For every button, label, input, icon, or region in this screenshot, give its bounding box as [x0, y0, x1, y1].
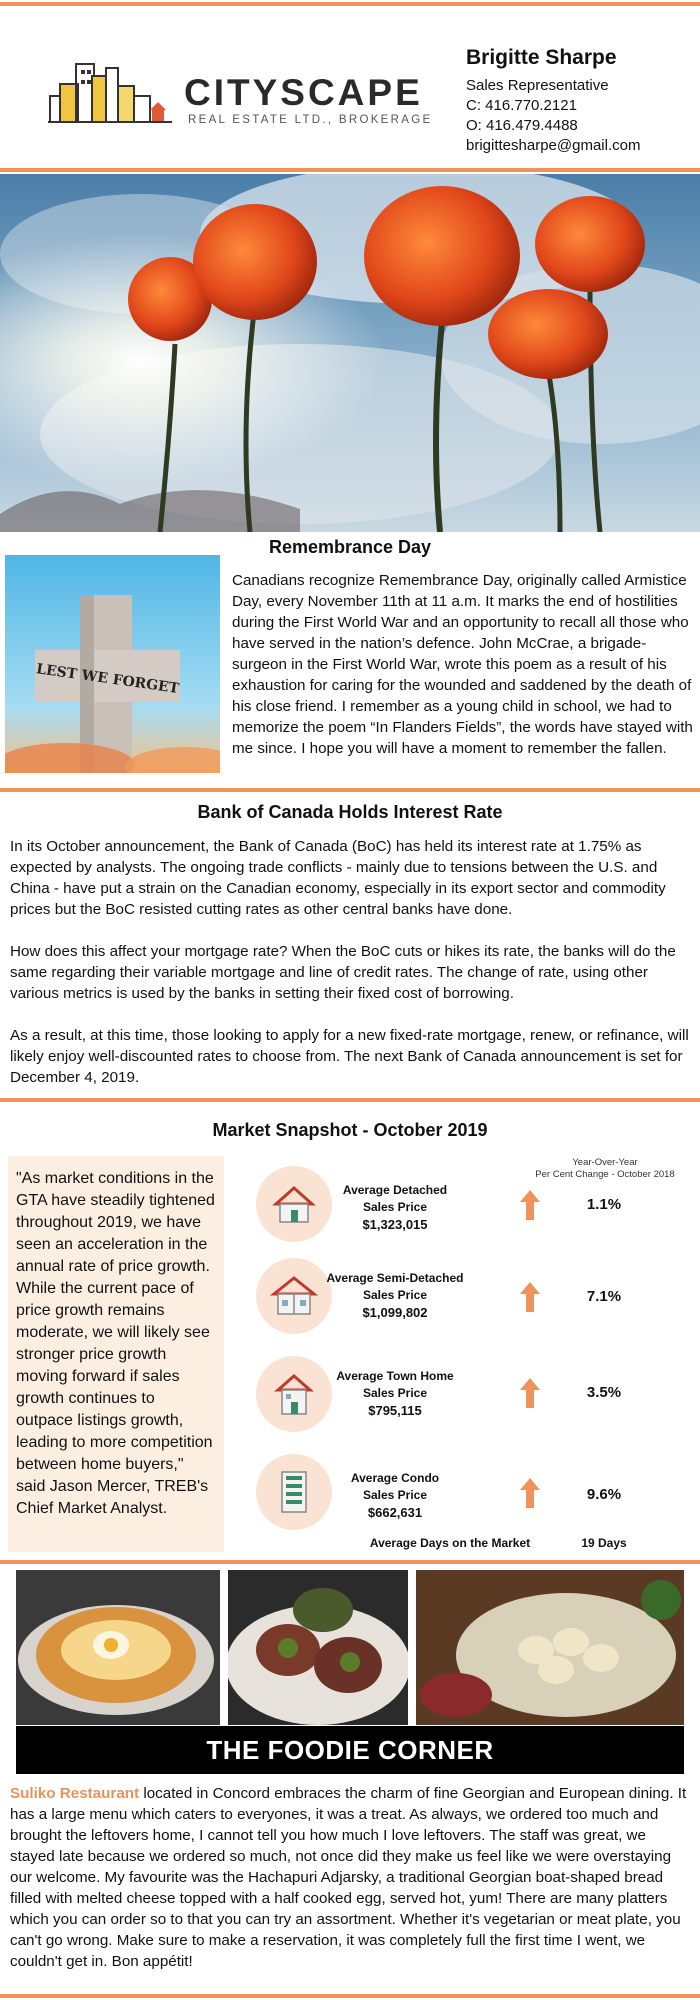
yoy-header: [520, 1157, 690, 1181]
agent-email[interactable]: brigittesharpe@gmail.com: [466, 137, 641, 154]
cityscape-logo: [48, 52, 433, 132]
boc-paragraph: In its October announcement, the Bank of Canada (BoC) has held its interest rate at 1.75% as expected by analysts. The ongoing trade conflicts - mainly due to tensions between the U.S. and China - have put a strain on the Canadian economy, especially in its export sector and commodity prices but the BoC resisted cutting rates as other central banks have done.: [10, 838, 666, 918]
bottom-rule: [0, 1994, 700, 1998]
remembrance-body: Canadians recognize Remembrance Day, originally called Armistice Day, every November 11th at 11 a.m. It marks the end of hostilities during the First World War and an opportunity to recall all those who have served in the nation’s defence. John McCrae, a brigade-surgeon in the First World War, wrote this poem as a result of his exhaustion for caring for the wounded and saddened by the death of his close friend. I remember as a young child in school, we had to memorize the poem “In Flanders Fields”, the words have stayed with me since. I hope you will have a moment to remember the fallen.: [232, 572, 693, 757]
foodie-corner-title: THE FOODIE CORNER: [16, 1726, 684, 1774]
yoy-header-line-1: Year-Over-Year: [572, 1157, 638, 1168]
yoy-header-line-2: Per Cent Change - October 2018: [535, 1169, 675, 1180]
market-title: Market Snapshot - October 2019: [212, 1120, 488, 1140]
boc-divider: [0, 1098, 700, 1102]
metric-label: Sales Price: [362, 1288, 428, 1302]
detached-metric: [310, 1182, 480, 1233]
metric-label: Average Semi-Detached: [326, 1271, 464, 1285]
market-quote: "As market conditions in the GTA have steadily tightened throughout 2019, we have seen an acceleration in the annual rate of price growth. While the current pace of price growth remains moderate, we will likely see stronger price growth moving forward if sales growth continues to outpace listings growth, leading to more competition between home buyers," said Jason Mercer, TREB's Chief Market Analyst.: [8, 1156, 224, 1552]
up-arrow-icon: [520, 1282, 540, 1312]
restaurant-name[interactable]: Suliko Restaurant: [10, 1785, 140, 1802]
agent-name: Brigitte Sharpe: [466, 46, 617, 69]
metric-price: $1,323,015: [362, 1217, 428, 1232]
dumplings-photo: [416, 1570, 684, 1725]
metric-label: Sales Price: [362, 1200, 428, 1214]
metric-label: Average Detached: [342, 1183, 448, 1197]
top-rule: [0, 2, 700, 6]
up-arrow-icon: [520, 1190, 540, 1220]
days-on-market-label: Average Days on the Market: [369, 1536, 531, 1550]
cross-inscription: LEST WE FORGET: [35, 661, 180, 697]
header-divider: [0, 168, 700, 172]
foodie-body: [10, 1783, 694, 1972]
town-home-metric: [310, 1368, 480, 1419]
agent-office[interactable]: O: 416.479.4488: [466, 117, 578, 134]
metric-label: Sales Price: [362, 1488, 428, 1502]
remembrance-divider: [0, 788, 700, 792]
metric-price: $795,115: [368, 1403, 422, 1418]
stuffed-peppers-photo: [228, 1570, 408, 1725]
semi-detached-metric: [310, 1270, 480, 1321]
up-arrow-icon: [520, 1478, 540, 1508]
boc-paragraph: How does this affect your mortgage rate? When the BoC cuts or hikes its rate, the banks will do the same regarding their variable mortgage and line of credit rates. The change of rate, using other various metrics is used by the banks in setting their fixed cost of borrowing.: [10, 943, 676, 1002]
metric-price: $1,099,802: [362, 1305, 428, 1320]
metric-label: Sales Price: [362, 1386, 428, 1400]
logo-tagline: REAL ESTATE LTD., BROKERAGE: [188, 114, 433, 126]
detached-change: 1.1%: [586, 1196, 622, 1213]
remembrance-title: Remembrance Day: [268, 537, 432, 557]
foodie-text: located in Concord embraces the charm of fine Georgian and European dining. It has a large menu which caters to everyones, it was a treat. As always, we ordered too much and brought the leftovers home, I cannot tell you how much I love leftovers. The staff was great, we stayed late because we ordered so much, not once did they make us feel like we were overstaying our welcome. My favourite was the Hachapuri Adjarsky, a traditional Georgian boat-shaped bread filled with melted cheese topped with a half cooked egg, served hot, yum! There are many platters which you can order so to that you can try an assortment. Whether it's vegetarian or meat plate, you can't go wrong. Make sure to make a reservation, it was completely full the first time I went, we couldn't get in. Bon appétit!: [10, 1785, 687, 1970]
metric-label: Average Town Home: [336, 1369, 454, 1383]
boc-paragraph: As a result, at this time, those looking to apply for a new fixed-rate mortgage, renew, or refinance, will likely enjoy well-discounted rates to choose from. The next Bank of Canada announcement is set for December 4, 2019.: [10, 1027, 689, 1086]
condo-metric: [310, 1470, 480, 1521]
town-home-change: 3.5%: [586, 1384, 622, 1401]
boc-title: Bank of Canada Holds Interest Rate: [197, 802, 503, 822]
up-arrow-icon: [520, 1378, 540, 1408]
metric-label: Average Condo: [350, 1471, 440, 1485]
metric-price: $662,631: [367, 1505, 423, 1520]
days-on-market-value: 19 Days: [581, 1536, 627, 1550]
lest-we-forget-image: [5, 555, 220, 773]
poppies-hero-image: [0, 174, 700, 532]
agent-contact: [466, 46, 696, 156]
logo-name: CITYSCAPE: [184, 72, 423, 113]
khachapuri-photo: [16, 1570, 220, 1725]
semi-detached-change: 7.1%: [586, 1288, 622, 1305]
agent-cell[interactable]: C: 416.770.2121: [466, 97, 577, 114]
market-divider: [0, 1560, 700, 1564]
agent-title: Sales Representative: [466, 77, 609, 94]
condo-change: 9.6%: [586, 1486, 622, 1503]
skyline-logo-icon: [48, 56, 178, 126]
